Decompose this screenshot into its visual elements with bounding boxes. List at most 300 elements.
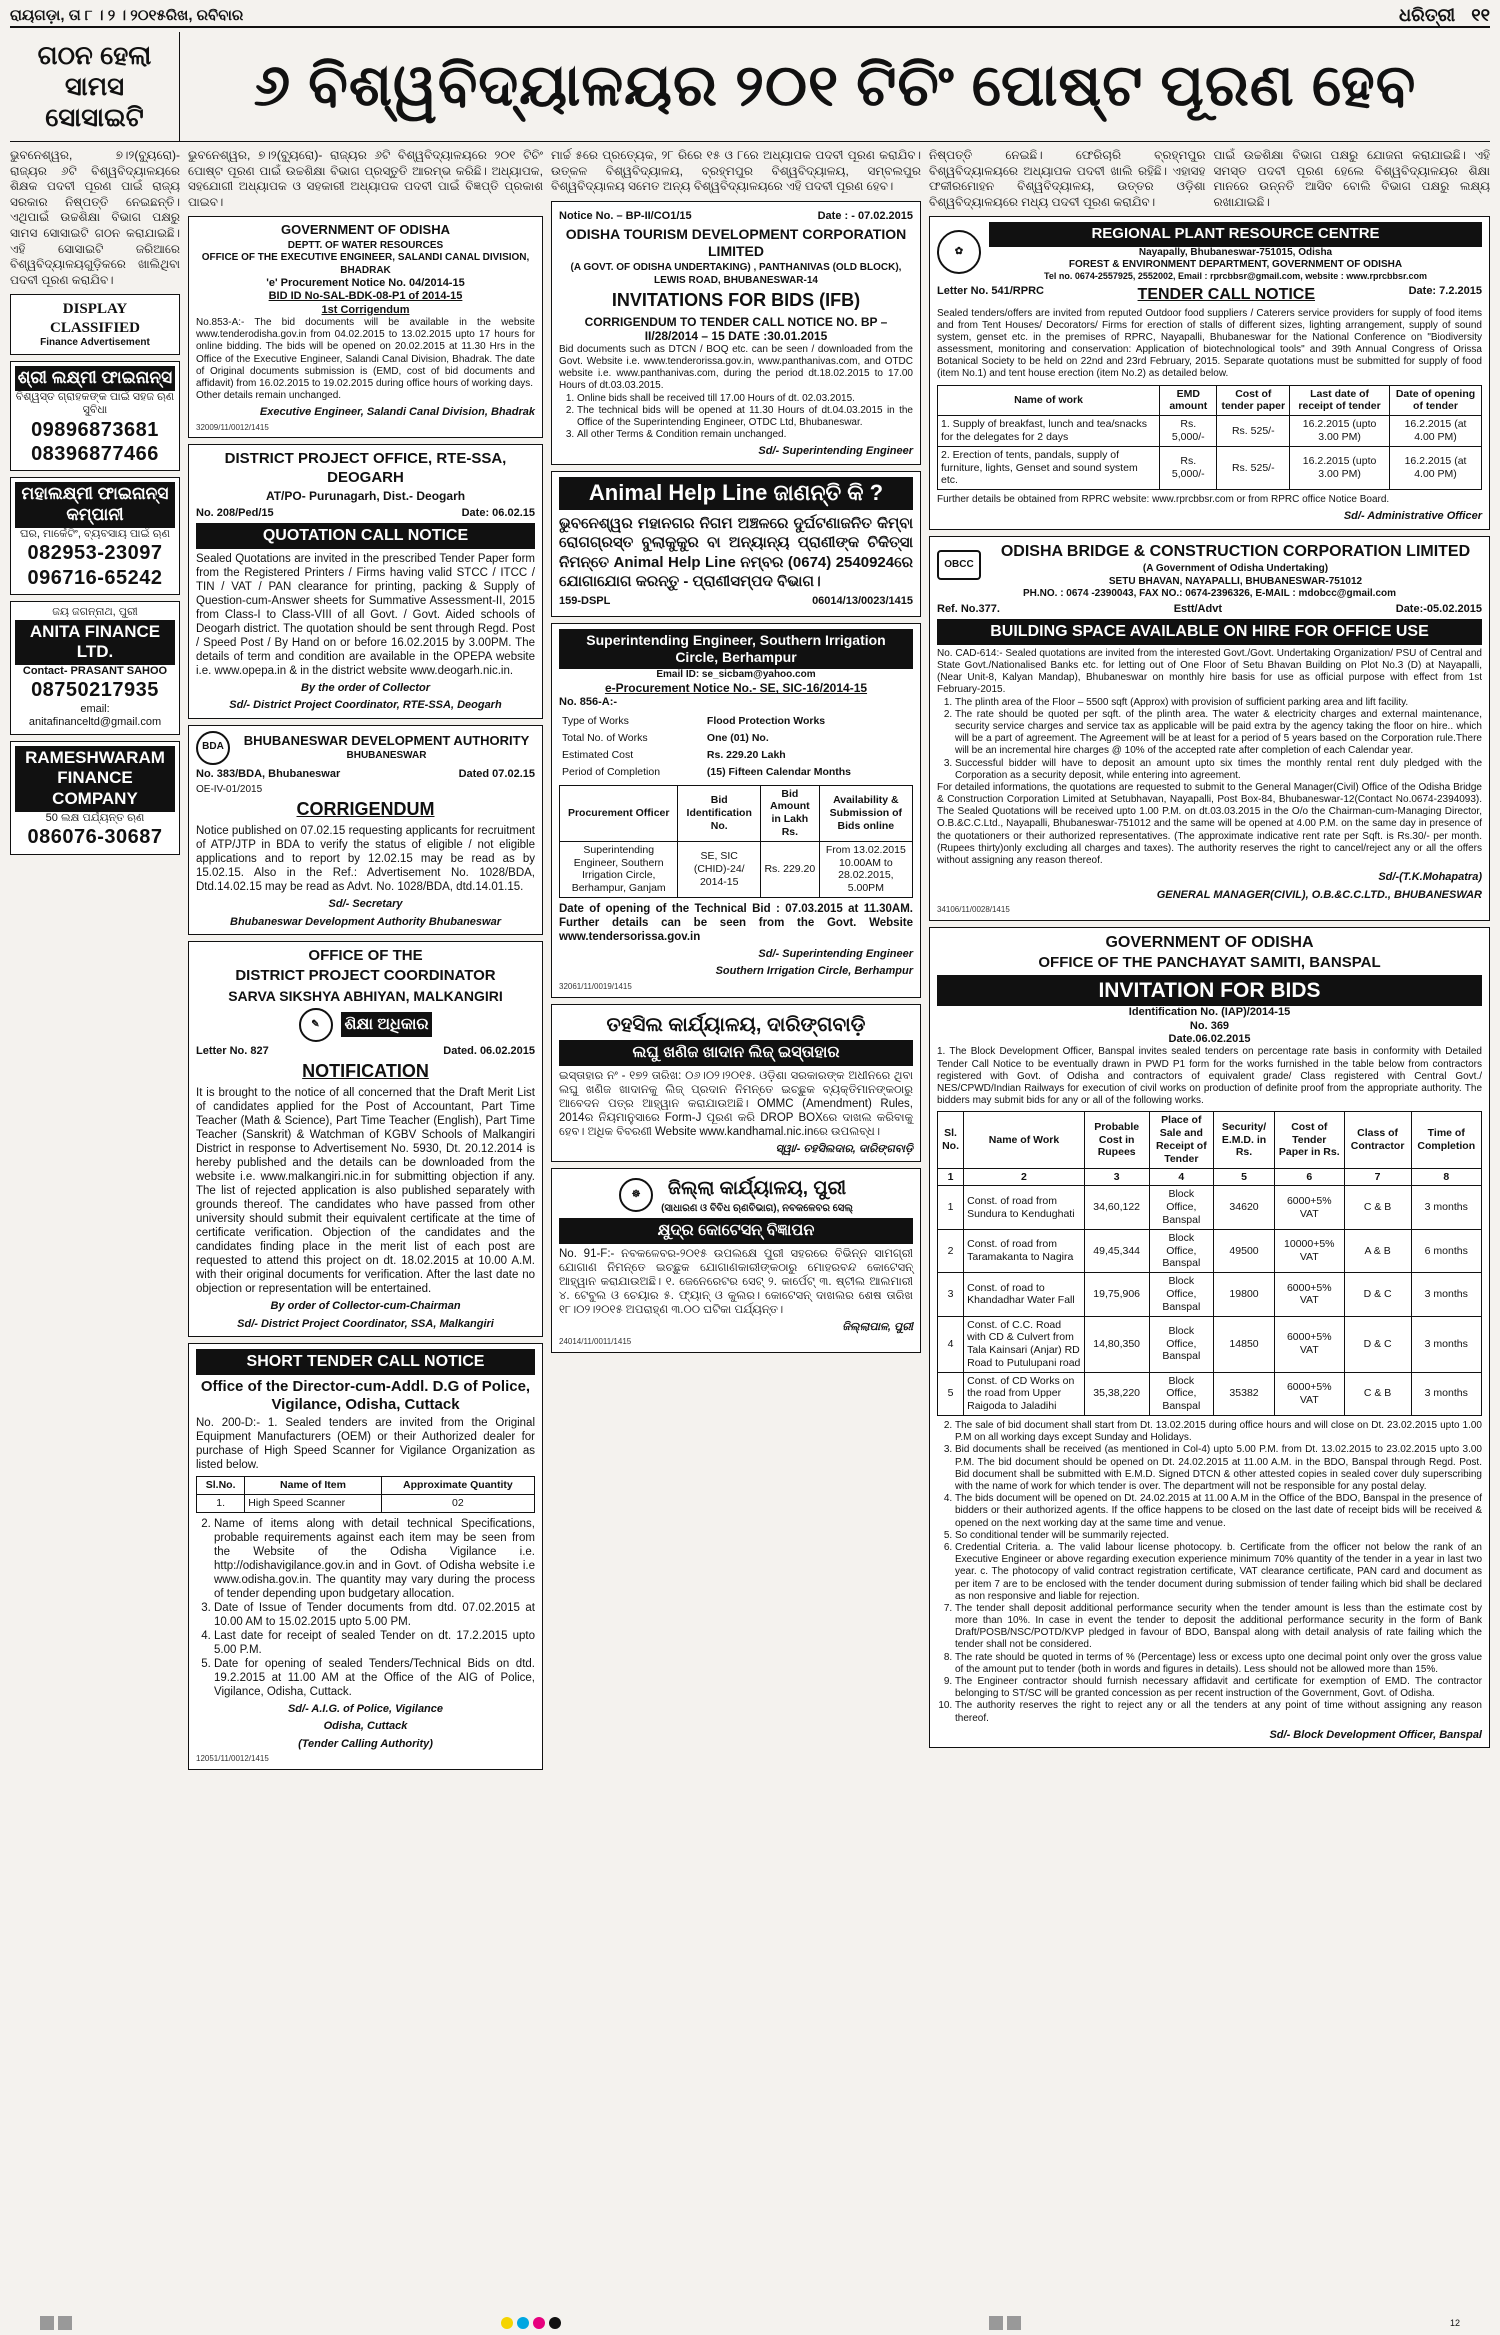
table-cell: 1. Supply of breakfast, lunch and tea/snacks for the delegates for 2 days: [938, 416, 1160, 447]
left-column: [10, 148, 180, 2298]
ad-address: AT/PO- Purunagarh, Dist.- Deogarh: [265, 489, 466, 504]
promo-name: ମହାଲକ୍ଷ୍ମୀ ଫାଇନାନ୍ସ କମ୍ପାନୀ: [15, 482, 175, 527]
ssa-tagline: ଶିକ୍ଷା ଅଧିକାର: [341, 1012, 433, 1038]
table-row: [938, 446, 1482, 489]
detail-label: Estimated Cost: [562, 749, 634, 762]
promo-email: email: anitafinanceltd@gmail.com: [28, 702, 162, 729]
ad-email: Email ID: se_sicbam@yahoo.com: [656, 669, 816, 681]
list-item: 3. Date of Issue of Tender documents from dtd. 07.02.2015 at 10.00 AM to 15.02.2015 upto 5.00 PM.: [214, 1601, 535, 1629]
list-item: 1. Online bids shall be received till 17.00 Hours of dt. 02.03.2015.: [577, 393, 913, 405]
list-item: 2. Name of items along with detail technical Specifications, probable requirements against each item may be seen from the Website of the Odisha Vigilance i.e. http://odishavigilance.gov.in and in Govt. of Odisha website i.e www.odisha.gov.in. The quantity may vary during the process of tender depending upon budgetary allocation.: [214, 1517, 535, 1601]
ad-signature: Sd/- A.I.G. of Police, Vigilance: [287, 1703, 444, 1716]
ad-sub: (A Government of Odisha Undertaking): [1142, 563, 1329, 575]
table-cell: C & B: [1344, 1186, 1411, 1229]
ssa-logo-icon: ✎: [299, 1008, 333, 1042]
story-columns-top-right: [929, 148, 1490, 210]
table-cell: From 13.02.2015 10.00AM to 28.02.2015, 5.00PM: [819, 841, 912, 897]
promo-desc: ବିଶ୍ୱସ୍ତ ଗ୍ରାହକଙ୍କ ପାଇଁ ସହଜ ଋଣ ସୁବିଧା: [15, 390, 175, 417]
table-cell: 16.2.2015 (upto 3.00 PM): [1290, 416, 1390, 447]
ad-order-line: By order of Collector-cum-Chairman: [270, 1300, 461, 1313]
ad-letter-no: Letter No. 827: [196, 1044, 269, 1057]
table-colnum: 8: [1411, 1168, 1482, 1186]
table-header: Date of opening of tender: [1390, 385, 1482, 416]
gray-patch-icon: [40, 2316, 54, 2330]
list-item: 10. The authority reserves the right to reject any or all the tenders at any point of time without assigning any reason thereof.: [955, 1700, 1482, 1724]
promo-anita-finance: [10, 601, 180, 734]
table-header: Security/ E.M.D. in Rs.: [1214, 1112, 1275, 1168]
tahasil-lease-notice: [551, 1004, 921, 1162]
list-item: 1. The plinth area of the Floor – 5500 sqft (Approx) with provision of sufficient parking area and lift facility.: [955, 697, 1482, 709]
ad-body: 1. The Block Development Officer, Banspal invites sealed tenders on percentage rate basis in conformity with Detailed Tender Call Notice to be eventually drawn in PWD P1 form for the works furnished in the table below from contractors registered with Govt. of Odisha and contractors of equivalent grade/ Class registered with Central Govt./ NES/CPWD/Indian Railways for execution of civil works on production of definite proof from the appropriate authority. The bidders may submit bids for any or all of the following works.: [937, 1046, 1482, 1107]
table-cell: 4: [938, 1316, 964, 1372]
detail-value: (15) Fifteen Calendar Months: [706, 765, 852, 778]
banspal-invitation-for-bids: [929, 927, 1490, 1748]
print-registration-footer: [0, 2311, 1500, 2335]
obcc-logo-icon: OBCC: [937, 550, 981, 580]
ad-heading: INVITATIONS FOR BIDS (IFB): [611, 289, 861, 310]
promo-name: RAMESHWARAM FINANCE COMPANY: [15, 746, 175, 812]
irrigation-bid-table: [559, 785, 913, 898]
ad-title: DISTRICT PROJECT OFFICE, RTE-SSA, DEOGARH: [224, 450, 507, 486]
ad-heading: କ୍ଷୁଦ୍ର କୋଟେସନ୍ ବିଜ୍ଞାପନ: [559, 1218, 913, 1244]
table-cell: C & B: [1344, 1372, 1411, 1415]
ad-ident-label: Identification No.: [1128, 1006, 1219, 1019]
ad-letter-no: No. 369: [1189, 1019, 1230, 1032]
otdc-terms-list: [559, 393, 913, 442]
table-row: [938, 1316, 1482, 1372]
ad-date: Date: 7.2.2015: [1408, 285, 1482, 298]
page-number: ୧୧: [1471, 5, 1490, 26]
ad-dept: DEPTT. OF WATER RESOURCES: [287, 240, 444, 252]
list-item: 3. All other Terms & Condition remain unchanged.: [577, 429, 913, 441]
promo-phone: 096716-65242: [27, 566, 163, 589]
table-cell: 2: [938, 1229, 964, 1272]
vigilance-terms-list: [196, 1517, 535, 1699]
ad-office: OFFICE OF THE PANCHAYAT SAMITI, BANSPAL: [1038, 954, 1381, 972]
table-header: Name of Item: [245, 1477, 381, 1495]
vigilance-items-table: [196, 1476, 535, 1513]
banspal-works-table: [937, 1111, 1482, 1416]
ad-body: Date of opening of the Technical Bid : 07.03.2015 at 11.30AM. Further details can be seen from the Govt. Website www.tendersorissa.gov.in: [559, 903, 913, 944]
promo-phone: 08396877466: [31, 443, 159, 466]
table-cell: 3 months: [1411, 1273, 1482, 1316]
ad-title-line: OFFICE OF THE: [308, 947, 423, 965]
kicker-text: ଗଠନ ହେଲା ସାମସ ସୋସାଇଟି: [37, 39, 152, 133]
ad-heading: QUOTATION CALL NOTICE: [196, 523, 535, 549]
lead-story-headline-band: [10, 32, 1490, 142]
table-cell: Const. of road from Taramakanta to Nagira: [964, 1229, 1085, 1272]
ad-body: It is brought to the notice of all concerned that the Draft Merit List of candidates applied for the Post of Accountant, Part Time Teacher (Math & Science), Part Time Teacher (English), Part Time Teacher (Sanskrit) & Watchman of KGBV Schools of Malkangiri District in response to Advertisement No. 5930, Dt. 20.12.2014 is hereby published and the details can be downloaded from the website i.e. www.malkangiri.nic.in for submitting objection if any. The list of rejected application is also published separately with grounds thereof. The candidates who have passed from other university should submit their equivalent certificate at the time of certificate verification. Objection of the candidates and the candidates finding place in the merit list of each post are requested to attend this project on dt. 18.02.2015 at 10.00 A.M. with their original documents for verification. After the last date no objection or representation will be entertained.: [196, 1087, 535, 1296]
ad-body-more: For detailed informations, the quotations are requested to submit to the General Manager(Civil) Office of the Odisha Bridge & Construction Corporation Limited at Setubhavan, Nayapalli, Post Box-84, Bhubaneswar-12(Contact No.0674-2394093). The Sealed Quotations will be received upto 1.00 P.M. on dt.03.03.2015 in the O/o the Chairman-cum-Managing Director, O.B.&C.C.Ltd., Nayapalli, Bhubaneswar-751012 and the same will be opened at 4.00 P.M. on the same day in presence of the quotationers or their authorized representatives. (The approximate indicative rent rate per Sqft. is Rs.30/- per month. (Rupees thirty)only excluding all charges and taxes). The authority reserves the right to cancel/reject any or all the offers without assigning any reason thereof.: [937, 781, 1482, 867]
ad-code: 32061/11/0019/1415: [559, 981, 632, 991]
ad-title: ତହସିଲ କାର୍ଯ୍ୟାଳୟ, ଦାରିଙ୍ଗବାଡ଼ି: [606, 1013, 866, 1036]
table-colnum: 5: [1214, 1168, 1275, 1186]
page-date: ରାୟଗଡ଼ା, ତା ୮ । ୨ । ୨୦୧୫ରିଖ, ରବିବାର: [10, 6, 244, 24]
ad-ref: Ref. No.377.: [937, 602, 1000, 615]
ad-date: Date.06.02.2015: [1168, 1033, 1251, 1045]
table-cell: 6000+5% VAT: [1274, 1186, 1344, 1229]
classified-title: DISPLAY CLASSIFIED: [49, 301, 141, 336]
table-cell: Const. of CD Works on the road from Upper Raigoda to Jaladihi: [964, 1372, 1085, 1415]
table-cell: Block Office, Banspal: [1149, 1186, 1214, 1229]
table-cell: 35,38,220: [1084, 1372, 1149, 1415]
gray-patch-icon: [1007, 2316, 1021, 2330]
irrigation-e-procurement: [551, 623, 921, 998]
table-cell: 16.2.2015 (at 4.00 PM): [1390, 446, 1482, 489]
list-item: 4. The bids document will be opened on Dt. 24.02.2015 at 11.00 A.M in the Office of the BDO, Banspal in the presence of bidders or their authorized agents. If the office happens to be closed on the last date of receipt bids will be received & opened on the next working day at the same time and venue.: [955, 1493, 1482, 1530]
ssa-notification: [188, 941, 543, 1337]
table-header: Class of Contractor: [1344, 1112, 1411, 1168]
table-header: Sl.No.: [197, 1477, 245, 1495]
table-header: Name of work: [938, 385, 1160, 416]
column-three: [551, 148, 921, 2298]
ad-heading: NOTIFICATION: [302, 1061, 429, 1082]
ad-body-note: Other details remain unchanged.: [196, 390, 342, 402]
detail-value: One (01) No.: [706, 732, 769, 745]
table-row: [938, 1186, 1482, 1229]
story-text-col3: ମାର୍ଚ୍ଚ ୫ରେ ପ୍ରତ୍ୟେକ, ୨୮ ରିରେ ୧୫ ଓ ୮ରେ ଅଧ୍ୟାପକ ପଦବୀ ପୂରଣ କରାଯିବ। ଉତ୍କଳ ବିଶ୍ୱବିଦ୍ୟାଳୟ, ବ୍ରହ୍ମପୁର ବିଶ୍ୱବିଦ୍ୟାଳୟ, ସମ୍ବଲପୁର ବିଶ୍ୱବିଦ୍ୟାଳୟ ସମେତ ଅନ୍ୟ ବିଶ୍ୱବିଦ୍ୟାଳୟରେ ଏହି ପଦବୀ ପୂରଣ ହେବ।: [551, 148, 921, 194]
ad-code: 06014/13/0023/1415: [812, 594, 913, 607]
animal-helpline: [551, 471, 921, 617]
table-cell: Rs. 5,000/-: [1160, 416, 1217, 447]
table-header: Name of Work: [964, 1112, 1085, 1168]
ad-date: Date: 06.02.15: [461, 506, 535, 519]
ad-signature-role: GENERAL MANAGER(CIVIL), O.B.&C.C.LTD., BHUBANESWAR: [1156, 888, 1482, 901]
black-dot-icon: [549, 2317, 561, 2329]
ad-corrigendum: 1st Corrigendum: [321, 303, 410, 316]
table-cell: 1: [938, 1186, 964, 1229]
promo-desc: 50 ଲକ୍ଷ ପର୍ଯ୍ୟନ୍ତ ଋଣ: [45, 811, 145, 824]
ad-signature: Sd/-(T.K.Mohapatra): [1378, 871, 1482, 884]
table-cell: 6000+5% VAT: [1274, 1273, 1344, 1316]
ad-corrigendum: CORRIGENDUM TO TENDER CALL NOTICE NO. BP –II/28/2014 – 15 DATE :30.01.2015: [584, 314, 888, 344]
promo-phone: 086076-30687: [27, 826, 163, 849]
ad-code: 159-DSPL: [559, 594, 611, 607]
ad-body: No.853-A:- The bid documents will be available in the website www.tenderodisha.gov.in from 04.02.2015 to 13.02.2015 upto 17 hours for online bidding. The bids will be opened on 20.02.2015 at 11.30 Hrs in the Office of the Executive Engineer, Salandi Canal Division, Bhadrak. The date of Original documents submission is (EMD, cost of bid documents and affidavit) from 16.02.2015 to 19.02.2015 during office hours of working days.: [196, 317, 535, 389]
table-header: Time of Completion: [1411, 1112, 1482, 1168]
story-text-col2: ଭୁବନେଶ୍ୱର, ୭।୨(ବ୍ୟୁରୋ)- ରାଜ୍ୟର ୬ଟି ବିଶ୍ୱବିଦ୍ୟାଳୟରେ ୨୦୧ ଟିଚିଂ ପୋଷ୍ଟ ପୂରଣ ପାଇଁ ଉଚ୍ଚଶିକ୍ଷା ବିଭାଗ ପ୍ରସ୍ତୁତି ଆରମ୍ଭ କରିଛି। ଅଧ୍ୟାପକ, ସହଯୋଗୀ ଅଧ୍ୟାପକ ଓ ସହକାରୀ ଅଧ୍ୟାପକ ପଦବୀ ପାଇଁ ବିଜ୍ଞପ୍ତି ପ୍ରକାଶ ପାଇବ।: [188, 148, 543, 209]
rprc-logo-icon: ✿: [937, 230, 981, 274]
list-item: 2. The sale of bid document shall start from Dt. 13.02.2015 during office hours and will close on Dt. 23.02.2015 upto 1.00 P.M on all working days except Sunday and Holidays.: [955, 1420, 1482, 1444]
list-item: 6. Credential Criteria. a. The valid labour license photocopy. b. Certificate from the officer not below the rank of an Executive Engineer or above regarding execution experience minimum 70% quantity of the tender in a year in last two year. c. The photocopy of valid contract registration certificate, VAT clearance certificate, PAN card and document as per item 7 are to be enclosed with the tender document during submission of tender failing which bid shall be declared as non responsive and liable for rejection.: [955, 1542, 1482, 1603]
ad-date: Date:-05.02.2015: [1395, 602, 1482, 615]
cyan-dot-icon: [517, 2317, 529, 2329]
table-cell: 3: [938, 1273, 964, 1316]
ad-signature: Sd/- District Project Coordinator, SSA, Malkangiri: [237, 1317, 494, 1330]
promo-desc: ଘର, ମାର୍କେଟିଂ, ବ୍ୟବସାୟ ପାଇଁ ଋଣ: [20, 527, 170, 540]
odisha-emblem-icon: ☸: [619, 1178, 653, 1212]
table-cell: Const. of C.C. Road with CD & Culvert from Tala Kainsari (Anjar) RD Road to Putulupani road: [964, 1316, 1085, 1372]
table-cell: 16.2.2015 (at 4.00 PM): [1390, 416, 1482, 447]
ad-dept: (ସାଧାରଣ ଓ ବିବିଧ ଋଣବିଭାଗ), ନବକଳେବର ସେଲ୍: [661, 1203, 853, 1215]
ad-signature: ଜିଲ୍ଲାପାଳ, ପୁରୀ: [842, 1320, 913, 1333]
detail-label: Period of Completion: [562, 765, 661, 778]
ad-signature: ସ୍ୱା/- ତହସିଲଦାର, ଦାରିଙ୍ଗବାଡ଼ି: [775, 1142, 913, 1155]
table-cell: 16.2.2015 (upto 3.00 PM): [1290, 446, 1390, 489]
ad-heading: Animal Help Line ଜାଣନ୍ତି କି ?: [559, 477, 913, 510]
irrigation-details: [559, 713, 913, 780]
ad-ref: OE-IV-01/2015: [196, 783, 263, 795]
ad-order-line: By the order of Collector: [301, 681, 430, 694]
table-cell: 6 months: [1411, 1229, 1482, 1272]
list-item: 4. Last date for receipt of sealed Tender on dt. 17.2.2015 upto 5.00 P.M.: [214, 1629, 535, 1657]
table-cell: Rs. 525/-: [1217, 416, 1290, 447]
table-header: Bid Identification No.: [678, 785, 761, 841]
list-item: 5. So conditional tender will be summarily rejected.: [955, 1530, 1482, 1542]
table-cell: 14,80,350: [1084, 1316, 1149, 1372]
table-cell: 02: [381, 1495, 534, 1513]
table-cell: D & C: [1344, 1316, 1411, 1372]
ad-letter-no: No. 208/Ped/15: [196, 506, 274, 519]
page-header: [10, 6, 1490, 28]
ad-date: Dated 07.02.15: [458, 767, 535, 780]
obcc-building-space: [929, 536, 1490, 921]
bda-corrigendum: [188, 725, 543, 935]
ad-title: BHUBANESWAR DEVELOPMENT AUTHORITY: [243, 732, 530, 748]
table-colnum: 4: [1149, 1168, 1214, 1186]
table-cell: 19800: [1214, 1273, 1275, 1316]
table-cell: 5: [938, 1372, 964, 1415]
ad-title: Office of the Director-cum-Addl. D.G of Police, Vigilance, Odisha, Cuttack: [200, 1377, 531, 1413]
ad-heading: SHORT TENDER CALL NOTICE: [196, 1349, 535, 1375]
ad-signature-org: Odisha, Cuttack: [323, 1720, 408, 1733]
table-cell: Const. of road from Sundura to Kendughati: [964, 1186, 1085, 1229]
ad-signature: Sd/- Administrative Officer: [1343, 510, 1482, 523]
table-cell: Block Office, Banspal: [1149, 1372, 1214, 1415]
ad-signature-org: Southern Irrigation Circle, Berhampur: [715, 965, 913, 978]
puri-quotation-notice: [551, 1168, 921, 1353]
ad-city: BHUBANESWAR: [346, 750, 427, 762]
table-cell: Const. of road to Khandadhar Water Fall: [964, 1273, 1085, 1316]
list-item: 9. The Engineer contractor should furnish necessary affidavit and certificate for exemption of EMD. The contractor belonging to ST/SC will be granted concession as per recent instruction of the Government, Govt. of Odisha.: [955, 1676, 1482, 1700]
ad-notice-no: 'e' Procurement Notice No. 04/2014-15: [266, 276, 465, 289]
table-colnum: 3: [1084, 1168, 1149, 1186]
ad-letter-no: Letter No. 541/RPRC: [937, 285, 1044, 298]
ad-body: No. 91-F:- ନବକଳେବର-୨୦୧୫ ଉପଲକ୍ଷେ ପୁରୀ ସହରରେ ବିଭିନ୍ନ ସାମଗ୍ରୀ ଯୋଗାଣ ନିମନ୍ତେ ଇଚ୍ଛୁକ ଯୋଗାଣକାରୀଙ୍କଠାରୁ ମୋହରବନ୍ଦ କୋଟେସନ୍ ଆହ୍ୱାନ କରାଯାଉଅଛି। ୧. ଜେନେରେଟର ସେଟ୍ ୨. କାର୍ପେଟ୍ ୩. ଷ୍ଟୀଲ ଆଲମାରୀ ୪. ଟେବୁଲ ଓ ଚେୟାର ୫. ଫ୍ୟାନ୍ ଓ କୁଲର। କୋଟେସନ୍ ଦାଖଲର ଶେଷ ତାରିଖ ୧୮।୦୨।୨୦୧୫ ଅପରାହ୍ଣ ୩.୦୦ ଘଟିକା ପର୍ଯ୍ୟନ୍ତ।: [559, 1247, 913, 1316]
list-item: 3. Bid documents shall be received (as mentioned in Col-4) upto 5.00 P.M. from Dt. 13.02.2015 to 23.02.2015 upto 3.00 P.M. The bid document should be opened on Dt. 24.02.2015 at 11.00 A.M. in the BDO, Banspal through Regd. Post. Bid document shall be submitted with E.M.D. Signed DTCN & other attested copies in sealed cover duly superscribing with the name of work for which tender is over. The department will not be responsible for any postal delay.: [955, 1444, 1482, 1493]
table-cell: Rs. 5,000/-: [1160, 446, 1217, 489]
table-cell: 2. Erection of tents, pandals, supply of furniture, lights, Genset and sound system etc.: [938, 446, 1160, 489]
ad-ident-value: (IAP)/2014-15: [1221, 1006, 1291, 1019]
ad-org: GOVERNMENT OF ODISHA: [280, 222, 450, 238]
ad-address: Nayapally, Bhubaneswar-751015, Odisha: [1138, 246, 1333, 258]
masthead-logo: ଧରିତ୍ରୀ: [1399, 5, 1456, 26]
ad-signature-role: (Tender Calling Authority): [298, 1737, 433, 1750]
table-header: Sl. No.: [938, 1112, 964, 1168]
ad-title: ODISHA BRIDGE & CONSTRUCTION CORPORATION LIMITED: [1000, 542, 1471, 560]
table-colnum: 6: [1274, 1168, 1344, 1186]
ad-heading: BUILDING SPACE AVAILABLE ON HIRE FOR OFFICE USE: [937, 619, 1482, 645]
ad-letter-no: No. 383/BDA, Bhubaneswar: [196, 767, 341, 780]
ad-signature-org: Bhubaneswar Development Authority Bhubaneswar: [230, 915, 501, 928]
table-header: Probable Cost in Rupees: [1084, 1112, 1149, 1168]
table-header: Bid Amount in Lakh Rs.: [761, 785, 820, 841]
table-header: EMD amount: [1160, 385, 1217, 416]
yellow-dot-icon: [501, 2317, 513, 2329]
ad-contact: Tel no. 0674-2557925, 2552002, Email : rprcbbsr@gmail.com, website : www.rprcbbsr.com: [1044, 271, 1427, 282]
table-cell: 6000+5% VAT: [1274, 1372, 1344, 1415]
detail-label: Total No. of Works: [562, 732, 648, 745]
table-cell: A & B: [1344, 1229, 1411, 1272]
ad-title: Superintending Engineer, Southern Irrigation Circle, Berhampur: [559, 629, 913, 669]
ad-address: SETU BHAVAN, NAYAPALLI, BHUBANESWAR-751012: [1108, 575, 1363, 587]
promo-contact: Contact- PRASANT SAHOO: [22, 664, 168, 677]
ad-code: 34106/11/0028/1415: [937, 905, 1010, 915]
promo-name: ANITA FINANCE LTD.: [15, 620, 175, 665]
ad-dept: FOREST & ENVIRONMENT DEPARTMENT, GOVERNMENT OF ODISHA: [1068, 258, 1403, 270]
ad-org: GOVERNMENT OF ODISHA: [1105, 933, 1314, 951]
registration-marks-right: [989, 2316, 1021, 2330]
registration-color-dots: [501, 2317, 561, 2329]
ad-signature: Sd/- Secretary: [328, 898, 403, 911]
column-two: [188, 148, 543, 2298]
ad-estt: Estt/Advt: [1173, 602, 1222, 615]
ad-letter-no: No. 856-A:-: [559, 696, 618, 709]
table-header: Procurement Officer: [560, 785, 678, 841]
ad-further-info: Further details be obtained from RPRC website: www.rprcbbsr.com or from RPRC office Notice Board.: [937, 494, 1390, 506]
table-row: [938, 1273, 1482, 1316]
table-cell: 34,60,122: [1084, 1186, 1149, 1229]
list-item: 3. Successful bidder will have to deposit an amount upto six times the monthly rental rent duly pledged with the Corporation as a security deposit, while entering into agreement.: [955, 758, 1482, 782]
ad-title: ଜିଲ୍ଲା କାର୍ଯ୍ୟାଳୟ, ପୁରୀ: [667, 1178, 847, 1199]
table-cell: Rs. 229.20: [761, 841, 820, 897]
detail-value: Flood Protection Works: [706, 715, 826, 728]
ad-title: ODISHA TOURISM DEVELOPMENT CORPORATION LIMITED: [565, 226, 907, 260]
table-cell: 6000+5% VAT: [1274, 1316, 1344, 1372]
table-cell: 19,75,906: [1084, 1273, 1149, 1316]
table-cell: 14850: [1214, 1316, 1275, 1372]
side-story-kicker: [10, 32, 180, 141]
table-cell: D & C: [1344, 1273, 1411, 1316]
magenta-dot-icon: [533, 2317, 545, 2329]
table-cell: SE, SIC (CHID)-24/ 2014-15: [678, 841, 761, 897]
ad-date: Date : - 07.02.2015: [817, 209, 913, 222]
table-cell: 3 months: [1411, 1372, 1482, 1415]
table-cell: High Speed Scanner: [245, 1495, 381, 1513]
table-colnum: 7: [1344, 1168, 1411, 1186]
ad-body: Sealed tenders/offers are invited from reputed Outdoor food suppliers / Caterers service providers for supply of food items and from Tent Houses/ Decorators/ Firms for erection of stalls of different sizes, lighting arrangement, supply of sound system, genset etc. in the premises of RPRC, Nayapalli, Bhubaneswar for the National Conference on "Biodiversity assessment, monitoring and conservation: Application of biotechnological tools" and 39th Annual Congress of Orissa Botanical Society to be held on 22nd and 23rd February, 2015. Separate quotations must be submitted for supply of food (item No.1) and tent house erection (item No.2) as detailed below.: [937, 307, 1482, 380]
detail-label: Type of Works: [562, 715, 629, 728]
table-row: [560, 841, 913, 897]
bda-logo-icon: BDA: [196, 731, 230, 765]
list-item: 5. Date for opening of sealed Tenders/Technical Bids on dtd. 19.2.2015 at 11.00 AM at the Office of the AIG of Police, Vigilance, Odisha, Cuttack.: [214, 1657, 535, 1699]
table-cell: 1.: [197, 1495, 245, 1513]
table-header: Cost of Tender Paper in Rs.: [1274, 1112, 1344, 1168]
table-cell: Superintending Engineer, Southern Irrigation Circle, Berhampur, Ganjam: [560, 841, 678, 897]
table-header: Availability & Submission of Bids online: [819, 785, 912, 841]
table-header: Cost of tender paper: [1217, 385, 1290, 416]
classified-subtitle: Finance Advertisement: [40, 336, 150, 348]
ad-address: (A GOVT. OF ODISHA UNDERTAKING) , PANTHANIVAS (OLD BLOCK), LEWIS ROAD, BHUBANESWAR-14: [570, 262, 902, 286]
lead-headline: ୬ ବିଶ୍ୱବିଦ୍ୟାଳୟର ୨୦୧ ଟିଚିଂ ପୋଷ୍ଟ ପୂରଣ ହେବ: [253, 53, 1417, 119]
ad-notice-no: e-Procurement Notice No.- SE, SIC-16/2014-15: [604, 681, 868, 696]
ad-signature: Executive Engineer, Salandi Canal Division, Bhadrak: [259, 406, 535, 419]
ad-code: 24014/11/0011/1415: [559, 1337, 632, 1347]
ad-signature: Sd/- Superintending Engineer: [758, 445, 913, 458]
detail-value: Rs. 229.20 Lakh: [706, 749, 786, 762]
list-item: 8. The rate should be quoted in terms of % (Percentage) less or excess upto one decimal point only over the gross value of the amount put to tender (both in words and figures in details). Less should not be allowed more than 15%.: [955, 1652, 1482, 1676]
rte-quotation-notice: [188, 444, 543, 718]
table-cell: 49,45,344: [1084, 1229, 1149, 1272]
story-text-col4: ନିଷ୍ପତ୍ତି ନେଇଛି। ଫେରିଚାରି ବ୍ରହ୍ମପୁର ବିଶ୍ୱବିଦ୍ୟାଳୟରେ ଅଧ୍ୟାପକ ପଦବୀ ଖାଲି ରହିଛି। ଏହାସହ ଫକୀରମୋହନ ବିଶ୍ୱବିଦ୍ୟାଳୟ, ଉତ୍ତର ଓଡ଼ିଶା ବିଶ୍ୱବିଦ୍ୟାଳୟରେ ମଧ୍ୟ ପଦବୀ ପୂରଣ କରାଯିବ।: [929, 148, 1206, 209]
ad-heading: INVITATION FOR BIDS: [937, 975, 1482, 1007]
promo-phone: 09896873681: [31, 418, 159, 441]
ad-contact: PH.NO. : 0674 -2390043, FAX NO.: 0674-2396326, E-MAIL : mdobcc@gmail.com: [1022, 587, 1397, 599]
ad-body: No. CAD-614:- Sealed quotations are invited from the interested Govt./Govt. Undertaking Organization/ PSU of Central and State Govt./Nationalised Banks etc. for letting out of One Floor of Setu Bhavan Building on Plot No.3 (D) at Nayapalli, (Near Unit-8, Kalyan Mandap), Bhubaneswar on monthly hire basis for use as official purpose with effect from 1st February-2015.: [937, 647, 1482, 696]
water-resources-corrigendum: [188, 216, 543, 438]
ad-signature: Sd/- Block Development Officer, Banspal: [1269, 1728, 1482, 1741]
ad-body: Notice published on 07.02.15 requesting applicants for recruitment of ATP/JTP in BDA to verify the status of eligible / not eligible applications and to report by 12.02.15 may be read as by 15.02.15. Also in the Ref.: Advertisement No. 1028/BDA, Dtd.14.02.15 may be read as Advt. No. 1028/BDA, dtd.14.01.15.: [196, 825, 535, 894]
table-colnum: 2: [964, 1168, 1085, 1186]
ad-signature: Sd/- Superintending Engineer: [758, 948, 913, 961]
rprc-tender-table: [937, 385, 1482, 491]
list-item: 7. The tender shall deposit additional performance security when the tender amount is less than the estimate cost by more than 10%. In case in event the tender to deposit the additional performance security in the form of Bank Draft/POSB/NSC/POTD/KVP pledged in favour of BDO, Banspal along with detail analysis of rate failing which the tender shall not be considered.: [955, 1603, 1482, 1652]
ad-title: REGIONAL PLANT RESOURCE CENTRE: [989, 222, 1482, 246]
column-four: [929, 148, 1490, 2298]
ad-body: Bid documents such as DTCN / BOQ etc. can be seen / downloaded from the Govt. Website i.e. www.tenderorissa.gov.in, www.panthanivas.com, and OTDC website i.e. www.panthanivas.com, during the period dt.18.02.2015 to 17.00 Hours of dt.03.03.2015.: [559, 343, 913, 392]
promo-phone: 08750217935: [31, 679, 159, 702]
table-row: [938, 1372, 1482, 1415]
list-item: 2. The technical bids will be opened at 11.30 Hours of dt.04.03.2015 in the Office of the Superintending Engineer, OTDC Ltd, Bhubaneswar.: [577, 405, 913, 429]
table-cell: 49500: [1214, 1229, 1275, 1272]
table-cell: Block Office, Banspal: [1149, 1273, 1214, 1316]
otdc-ifb-corrigendum: [551, 201, 921, 465]
ad-heading: CORRIGENDUM: [296, 799, 435, 820]
banspal-terms-list: [937, 1420, 1482, 1725]
ad-body: Sealed Quotations are invited in the prescribed Tender Paper form from the Registered Printers / Firms having valid STCC / ITCC / TIN / VAT / PAN clearance for printing, packing & Supply of Question-cum-Answer sheets for Summative Assessment-II, 2015 from Class-I to Class-VIII of all Govt. / Govt. Aided schools of Deogarh district. The quotation should be sent through Regd. Post / Speed Post / By Hand on or before 16.02.2015 by 3.00PM. The details of term and condition are available in the OPEPA website i.e. www.opepa.in & in the district website www.deogarh.nic.in.: [196, 552, 535, 677]
rprc-tender-notice: [929, 216, 1490, 529]
promo-rameshwaram: [10, 741, 180, 855]
footer-page-no: 12: [1449, 2317, 1460, 2328]
registration-marks-left: [40, 2316, 72, 2330]
promo-phone: 082953-23097: [27, 542, 163, 565]
table-row: [197, 1495, 535, 1513]
table-row: [938, 1229, 1482, 1272]
story-text-col1: ଭୁବନେଶ୍ୱର, ୭।୨(ବ୍ୟୁରୋ)- ରାଜ୍ୟର ୬ଟି ବିଶ୍ୱବିଦ୍ୟାଳୟରେ ଶିକ୍ଷକ ପଦବୀ ପୂରଣ ପାଇଁ ରାଜ୍ୟ ସରକାର ନିଷ୍ପତ୍ତି ନେଇଛନ୍ତି। ଏଥିପାଇଁ ଉଚ୍ଚଶିକ୍ଷା ବିଭାଗ ପକ୍ଷରୁ ସାମସ ସୋସାଇଟି ଗଠନ କରାଯାଇଛି। ଏହି ସୋସାଇଟି ଜରିଆରେ ବିଶ୍ୱବିଦ୍ୟାଳୟଗୁଡ଼ିକରେ ଖାଲିଥିବା ପଦବୀ ପୂରଣ କରାଯିବ।: [10, 148, 180, 287]
table-cell: 3 months: [1411, 1316, 1482, 1372]
ad-bid-id: BID ID No-SAL-BDK-08-P1 of 2014-15: [268, 290, 463, 303]
table-cell: Rs. 525/-: [1217, 446, 1290, 489]
promo-desc: ଜୟ ଜଗନ୍ନାଥ, ପୁରୀ: [52, 606, 138, 619]
ad-title-line: DISTRICT PROJECT COORDINATOR: [235, 967, 496, 985]
table-colnum: 1: [938, 1168, 964, 1186]
table-cell: Block Office, Banspal: [1149, 1316, 1214, 1372]
vigilance-short-tender: [188, 1343, 543, 1770]
table-cell: 35382: [1214, 1372, 1275, 1415]
promo-sri-laxmi: [10, 361, 180, 471]
display-classified: [10, 294, 180, 355]
ad-title-line: SARVA SIKSHYA ABHIYAN, MALKANGIRI: [228, 987, 503, 1004]
ad-heading: ଲଘୁ ଖଣିଜ ଖାଦାନ ଲିଜ୍ ଇସ୍ତାହାର: [559, 1040, 913, 1066]
table-row: [938, 416, 1482, 447]
ad-code: 12051/11/0012/1415: [196, 1754, 269, 1764]
obcc-terms-list: [937, 697, 1482, 782]
ad-code: 32009/11/0012/1415: [196, 422, 269, 432]
ad-notice-no: Notice No. – BP-II/CO1/15: [559, 209, 692, 222]
table-cell: 10000+5% VAT: [1274, 1229, 1344, 1272]
table-cell: 34620: [1214, 1186, 1275, 1229]
gray-patch-icon: [58, 2316, 72, 2330]
promo-mahalaxmi: [10, 477, 180, 595]
ad-date: Dated. 06.02.2015: [443, 1044, 535, 1057]
table-header: Approximate Quantity: [381, 1477, 534, 1495]
table-cell: 3 months: [1411, 1186, 1482, 1229]
table-header: Place of Sale and Receipt of Tender: [1149, 1112, 1214, 1168]
ad-body: ଭୁବନେଶ୍ୱର ମହାନଗର ନିଗମ ଅଞ୍ଚଳରେ ଦୁର୍ଘଟଣାଜନିତ କିମ୍ବା ରୋଗଗ୍ରସ୍ତ ବୁଲାକୁକୁର ବା ଅନ୍ୟାନ୍ୟ ପ୍ରାଣୀଙ୍କ ଚିକିତ୍ସା ନିମନ୍ତେ Animal Help Line ନମ୍ବର (0674) 2540924ରେ ଯୋଗାଯୋଗ କରନ୍ତୁ - ପ୍ରାଣୀସମ୍ପଦ ବିଭାଗ।: [559, 514, 913, 591]
ad-body: ଇସ୍ତାହାର ନଂ - ୧୭୨ ତାରିଖ: ୦୬।୦୨।୨୦୧୫. ଓଡ଼ିଶା ସରକାରଙ୍କ ଅଧୀନରେ ଥିବା ଲଘୁ ଖଣିଜ ଖାଦାନକୁ ଲିଜ୍ ପ୍ରଦାନ ନିମନ୍ତେ ଇଚ୍ଛୁକ ବ୍ୟକ୍ତିମାନଙ୍କଠାରୁ ଆବେଦନ ପତ୍ର ଆହ୍ୱାନ କରାଯାଉଅଛି। OMMC (Amendment) Rules, 2014ର ନିୟମାନୁସାରେ Form-J ପୂରଣ କରି DROP BOXରେ ଦାଖଲ କରିବାକୁ ହେବ। ଅଧିକ ବିବରଣୀ Website www.kandhamal.nic.inରେ ଉପଲବ୍ଧ।: [559, 1069, 913, 1138]
ad-heading: TENDER CALL NOTICE: [1137, 286, 1316, 304]
table-cell: Block Office, Banspal: [1149, 1229, 1214, 1272]
